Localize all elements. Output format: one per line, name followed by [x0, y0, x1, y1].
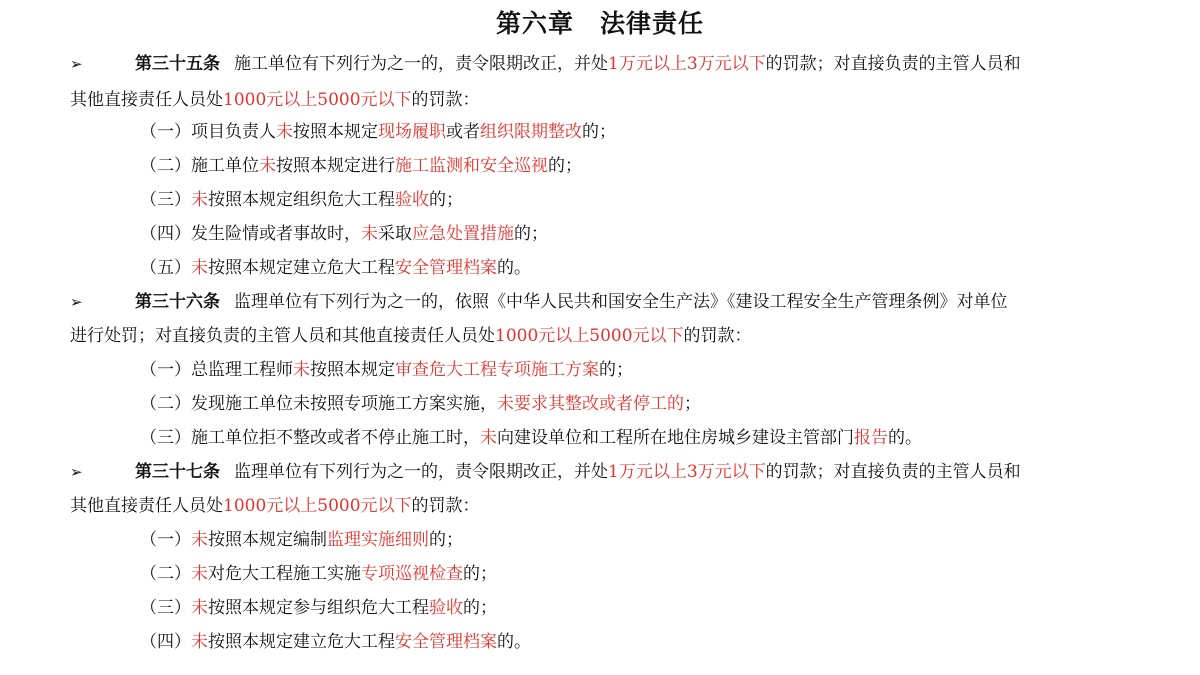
highlighted-text: 未要求其整改或者停工的 — [497, 394, 684, 414]
text-segment: 的罚款： — [411, 90, 480, 110]
article-item — [140, 528, 463, 552]
text-segment: 监理单位有下列行为之一的，责令限期改正，并处 — [234, 462, 608, 482]
highlighted-text: 未 — [293, 360, 310, 380]
text-segment: 的罚款： — [411, 496, 480, 516]
arrow-bullet-icon: ➢ — [70, 463, 83, 481]
highlighted-text: 未 — [259, 156, 276, 176]
text-segment: （三）施工单位拒不整改或者不停止施工时， — [140, 428, 480, 448]
text-segment: （一）总监理工程师 — [140, 360, 293, 380]
text-segment: 或者 — [446, 122, 480, 142]
highlighted-text: 未 — [191, 632, 208, 652]
text-segment: 按照本规定 — [293, 122, 378, 142]
text-segment: 其他直接责任人员处 — [70, 90, 223, 110]
text-segment: 的； — [582, 122, 616, 142]
highlighted-text: 未 — [191, 530, 208, 550]
highlighted-text: 现场履职 — [378, 122, 446, 142]
text-segment: 的； — [599, 360, 633, 380]
highlighted-text: 报告 — [854, 428, 888, 448]
highlighted-text: 安全管理档案 — [395, 632, 497, 652]
text-segment: 按照本规定参与组织危大工程 — [208, 598, 429, 618]
highlighted-text: 未 — [191, 598, 208, 618]
article-number: 第三十六条 — [135, 292, 220, 312]
text-segment: （四）发生险情或者事故时， — [140, 224, 361, 244]
article-intro-line — [135, 460, 1021, 484]
highlighted-text: 未 — [191, 190, 208, 210]
highlighted-text: 组织限期整改 — [480, 122, 582, 142]
article-item — [140, 358, 633, 382]
text-segment: ； — [684, 394, 701, 414]
text-segment: （四） — [140, 632, 191, 652]
text-segment: 的。 — [888, 428, 922, 448]
text-segment: 进行处罚；对直接负责的主管人员和其他直接责任人员处 — [70, 326, 495, 346]
text-segment: 其他直接责任人员处 — [70, 496, 223, 516]
text-segment: 的； — [463, 598, 497, 618]
text-segment: （三） — [140, 598, 191, 618]
highlighted-text: 1万元以上3万元以下 — [608, 462, 766, 482]
article-item — [140, 562, 497, 586]
highlighted-text: 未 — [191, 258, 208, 278]
highlighted-text: 应急处置措施 — [412, 224, 514, 244]
article-item — [140, 256, 531, 280]
highlighted-text: 1000元以上5000元以下 — [223, 90, 412, 110]
highlighted-text: 未 — [191, 564, 208, 584]
text-segment: 按照本规定 — [310, 360, 395, 380]
article-intro-line — [135, 290, 1008, 314]
text-segment: 按照本规定建立危大工程 — [208, 632, 395, 652]
highlighted-text: 安全管理档案 — [395, 258, 497, 278]
article-number: 第三十五条 — [135, 54, 220, 74]
highlighted-text: 专项巡视检查 — [361, 564, 463, 584]
text-segment: 的罚款： — [683, 326, 752, 346]
text-segment: 施工单位有下列行为之一的，责令限期改正，并处 — [234, 54, 608, 74]
article-item — [140, 392, 701, 416]
article-item — [140, 222, 548, 246]
text-segment: （一）项目负责人 — [140, 122, 276, 142]
article-item — [140, 630, 531, 654]
text-segment: （五） — [140, 258, 191, 278]
highlighted-text: 1万元以上3万元以下 — [608, 54, 766, 74]
highlighted-text: 施工监测和安全巡视 — [395, 156, 548, 176]
article-item — [140, 154, 582, 178]
arrow-bullet-icon: ➢ — [70, 293, 83, 311]
text-segment: 按照本规定建立危大工程 — [208, 258, 395, 278]
text-segment: （一） — [140, 530, 191, 550]
text-segment: 的。 — [497, 258, 531, 278]
text-segment: 的罚款；对直接负责的主管人员和 — [765, 54, 1021, 74]
text-segment: 的； — [429, 190, 463, 210]
article-intro-continuation — [70, 494, 480, 518]
article-item — [140, 120, 616, 144]
text-segment: 采取 — [378, 224, 412, 244]
arrow-bullet-icon: ➢ — [70, 55, 83, 73]
article-intro-continuation — [70, 88, 480, 112]
text-segment: 的； — [548, 156, 582, 176]
text-segment: （二） — [140, 564, 191, 584]
highlighted-text: 未 — [276, 122, 293, 142]
article-item — [140, 426, 922, 450]
article-item — [140, 188, 463, 212]
highlighted-text: 1000元以上5000元以下 — [223, 496, 412, 516]
text-segment: 按照本规定组织危大工程 — [208, 190, 395, 210]
article-item — [140, 596, 497, 620]
text-segment: 向建设单位和工程所在地住房城乡建设主管部门 — [497, 428, 854, 448]
text-segment: 监理单位有下列行为之一的，依照《中华人民共和国安全生产法》《建设工程安全生产管理条例》对单位 — [234, 292, 1008, 312]
text-segment: 的； — [429, 530, 463, 550]
text-segment: 按照本规定进行 — [276, 156, 395, 176]
text-segment: （二）发现施工单位未按照专项施工方案实施， — [140, 394, 497, 414]
highlighted-text: 审查危大工程专项施工方案 — [395, 360, 599, 380]
text-segment: 的。 — [497, 632, 531, 652]
highlighted-text: 验收 — [395, 190, 429, 210]
article-intro-continuation — [70, 324, 752, 348]
article-intro-line — [135, 52, 1021, 76]
text-segment: 按照本规定编制 — [208, 530, 327, 550]
highlighted-text: 未 — [361, 224, 378, 244]
highlighted-text: 验收 — [429, 598, 463, 618]
highlighted-text: 监理实施细则 — [327, 530, 429, 550]
text-segment: 的； — [463, 564, 497, 584]
highlighted-text: 未 — [480, 428, 497, 448]
text-segment: （三） — [140, 190, 191, 210]
article-number: 第三十七条 — [135, 462, 220, 482]
chapter-title: 第六章 法律责任 — [495, 9, 704, 38]
text-segment: （二）施工单位 — [140, 156, 259, 176]
text-segment: 的； — [514, 224, 548, 244]
highlighted-text: 1000元以上5000元以下 — [495, 326, 684, 346]
text-segment: 对危大工程施工实施 — [208, 564, 361, 584]
text-segment: 的罚款；对直接负责的主管人员和 — [765, 462, 1021, 482]
